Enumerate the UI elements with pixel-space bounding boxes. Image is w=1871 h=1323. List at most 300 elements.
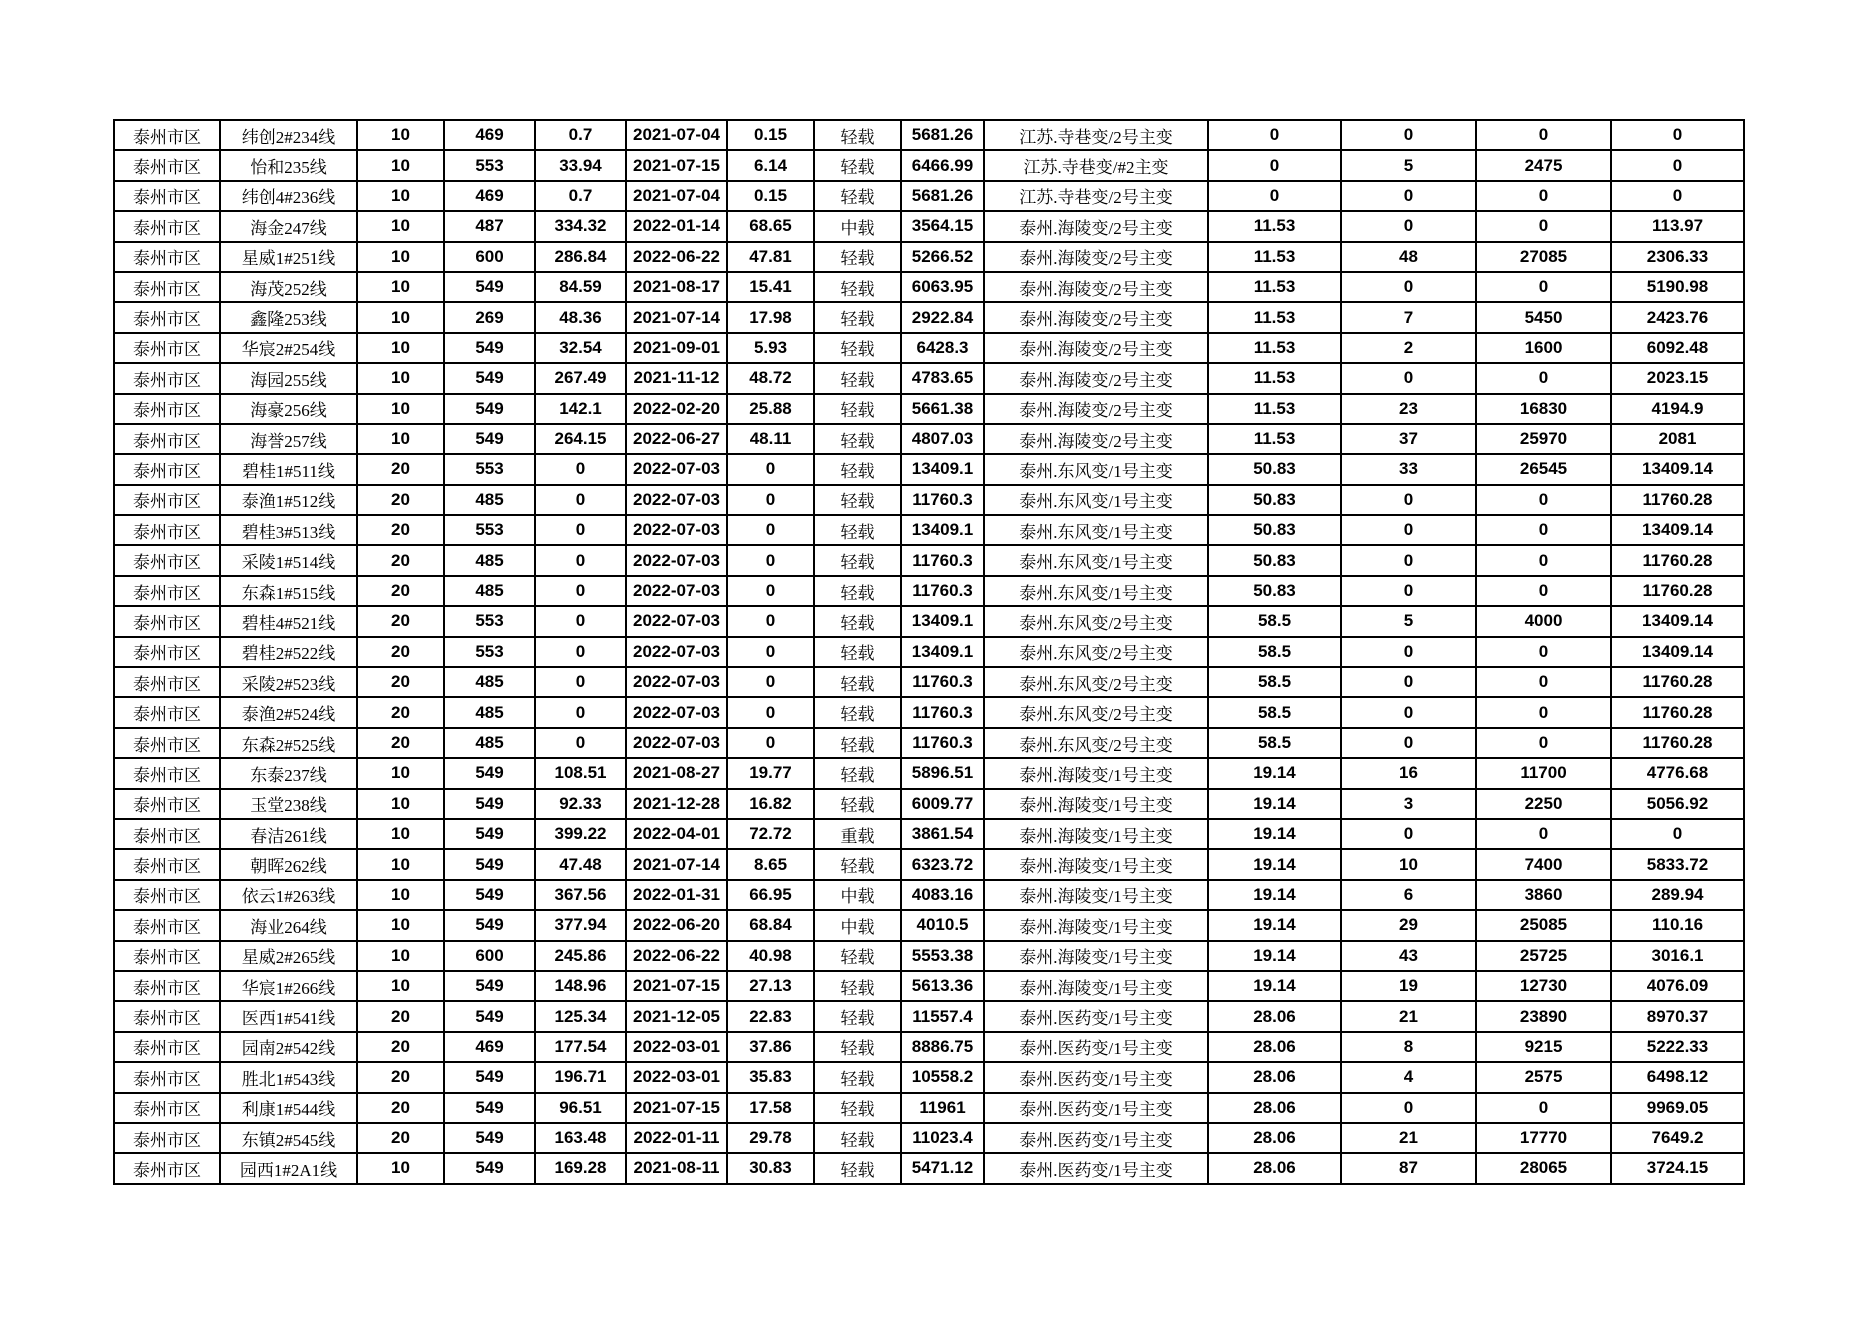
table-cell: 4776.68 (1611, 758, 1744, 788)
table-cell: 2022-07-03 (626, 454, 727, 484)
table-cell: 0 (535, 637, 626, 667)
table-cell: 0 (1476, 697, 1611, 727)
table-cell: 25.88 (727, 394, 814, 424)
table-cell: 江苏.寺巷变/2号主变 (984, 181, 1208, 211)
table-cell: 泰州市区 (114, 789, 220, 819)
table-cell: 0 (535, 667, 626, 697)
table-cell: 29.78 (727, 1123, 814, 1153)
table-cell: 泰州.东风变/2号主变 (984, 667, 1208, 697)
table-cell: 2021-07-04 (626, 120, 727, 150)
table-cell: 2021-11-12 (626, 363, 727, 393)
table-cell: 20 (357, 454, 444, 484)
table-cell: 47.48 (535, 849, 626, 879)
table-cell: 东森1#515线 (220, 576, 357, 606)
table-cell: 碧桂2#522线 (220, 637, 357, 667)
table-cell: 11760.28 (1611, 697, 1744, 727)
table-cell: 13409.14 (1611, 637, 1744, 667)
table-cell: 485 (444, 697, 535, 727)
table-cell: 0 (727, 454, 814, 484)
table-cell: 549 (444, 1001, 535, 1031)
table-cell: 549 (444, 333, 535, 363)
table-cell: 2021-12-28 (626, 789, 727, 819)
table-cell: 轻载 (814, 363, 901, 393)
table-cell: 37 (1341, 424, 1476, 454)
table-cell: 269 (444, 302, 535, 332)
table-cell: 10 (357, 941, 444, 971)
table-cell: 84.59 (535, 272, 626, 302)
table-cell: 泰州市区 (114, 394, 220, 424)
table-cell: 轻载 (814, 606, 901, 636)
table-cell: 春洁261线 (220, 819, 357, 849)
table-row (114, 394, 1744, 424)
table-cell: 163.48 (535, 1123, 626, 1153)
table-cell: 2021-07-15 (626, 150, 727, 180)
table-cell: 549 (444, 971, 535, 1001)
table-row (114, 485, 1744, 515)
table-cell: 0 (1476, 515, 1611, 545)
table-cell: 20 (357, 697, 444, 727)
table-cell: 0 (727, 576, 814, 606)
table-cell: 0 (1476, 819, 1611, 849)
table-cell: 园西1#2A1线 (220, 1153, 357, 1183)
table-cell: 96.51 (535, 1093, 626, 1123)
table-cell: 48.72 (727, 363, 814, 393)
table-cell: 13409.14 (1611, 454, 1744, 484)
table-cell: 5681.26 (901, 181, 984, 211)
table-cell: 5266.52 (901, 242, 984, 272)
table-cell: 海业264线 (220, 910, 357, 940)
table-cell: 2021-08-27 (626, 758, 727, 788)
table-cell: 星威2#265线 (220, 941, 357, 971)
table-cell: 10 (357, 758, 444, 788)
table-cell: 66.95 (727, 880, 814, 910)
table-cell: 3861.54 (901, 819, 984, 849)
table-cell: 5 (1341, 606, 1476, 636)
table-cell: 10 (357, 971, 444, 1001)
table-cell: 148.96 (535, 971, 626, 1001)
table-cell: 0.7 (535, 181, 626, 211)
table-cell: 7649.2 (1611, 1123, 1744, 1153)
table-cell: 泰州.东风变/2号主变 (984, 637, 1208, 667)
table-cell: 轻载 (814, 454, 901, 484)
table-cell: 泰州.东风变/1号主变 (984, 485, 1208, 515)
table-cell: 553 (444, 150, 535, 180)
table-cell: 11.53 (1208, 424, 1341, 454)
table-cell: 4 (1341, 1062, 1476, 1092)
table-cell: 0 (1476, 667, 1611, 697)
table-cell: 10 (357, 880, 444, 910)
table-cell: 泰州市区 (114, 1123, 220, 1153)
table-cell: 轻载 (814, 302, 901, 332)
table-cell: 5450 (1476, 302, 1611, 332)
table-cell: 28.06 (1208, 1001, 1341, 1031)
table-cell: 11.53 (1208, 333, 1341, 363)
table-cell: 10 (1341, 849, 1476, 879)
table-cell: 华宸2#254线 (220, 333, 357, 363)
table-cell: 334.32 (535, 211, 626, 241)
table-row (114, 272, 1744, 302)
table-cell: 轻载 (814, 637, 901, 667)
table-cell: 25970 (1476, 424, 1611, 454)
table-cell: 6092.48 (1611, 333, 1744, 363)
table-cell: 0.7 (535, 120, 626, 150)
table-cell: 35.83 (727, 1062, 814, 1092)
table-cell: 399.22 (535, 819, 626, 849)
table-cell: 纬创4#236线 (220, 181, 357, 211)
table-cell: 48.36 (535, 302, 626, 332)
table-cell: 6428.3 (901, 333, 984, 363)
table-cell: 0 (1611, 819, 1744, 849)
table-cell: 10 (357, 363, 444, 393)
table-cell: 0 (1476, 637, 1611, 667)
table-cell: 11760.28 (1611, 545, 1744, 575)
table-cell: 469 (444, 181, 535, 211)
table-cell: 江苏.寺巷变/#2主变 (984, 150, 1208, 180)
table-row (114, 333, 1744, 363)
table-cell: 11.53 (1208, 242, 1341, 272)
table-cell: 海豪256线 (220, 394, 357, 424)
table-cell: 泰州市区 (114, 424, 220, 454)
table-row (114, 819, 1744, 849)
table-cell: 20 (357, 545, 444, 575)
table-cell: 40.98 (727, 941, 814, 971)
table-cell: 11700 (1476, 758, 1611, 788)
table-cell: 3860 (1476, 880, 1611, 910)
table-cell: 4076.09 (1611, 971, 1744, 1001)
table-cell: 泰州市区 (114, 910, 220, 940)
table-cell: 玉堂238线 (220, 789, 357, 819)
table-cell: 177.54 (535, 1032, 626, 1062)
table-cell: 549 (444, 272, 535, 302)
table-cell: 0 (727, 485, 814, 515)
table-cell: 2021-08-17 (626, 272, 727, 302)
table-cell: 2022-03-01 (626, 1062, 727, 1092)
table-row (114, 211, 1744, 241)
table-cell: 11760.28 (1611, 576, 1744, 606)
table-cell: 园南2#542线 (220, 1032, 357, 1062)
table-cell: 轻载 (814, 515, 901, 545)
table-cell: 23 (1341, 394, 1476, 424)
table-cell: 2022-01-11 (626, 1123, 727, 1153)
table-row (114, 697, 1744, 727)
table-cell: 轻载 (814, 272, 901, 302)
table-cell: 13409.14 (1611, 606, 1744, 636)
table-cell: 0.15 (727, 120, 814, 150)
table-cell: 泰州市区 (114, 272, 220, 302)
table-cell: 0 (1341, 576, 1476, 606)
table-cell: 549 (444, 363, 535, 393)
table-cell: 轻载 (814, 667, 901, 697)
table-cell: 怡和235线 (220, 150, 357, 180)
table-cell: 轻载 (814, 971, 901, 1001)
table-cell: 江苏.寺巷变/2号主变 (984, 120, 1208, 150)
table-cell: 21 (1341, 1001, 1476, 1031)
table-cell: 2021-12-05 (626, 1001, 727, 1031)
table-body (114, 120, 1744, 1184)
table-cell: 19.14 (1208, 789, 1341, 819)
table-cell: 0 (1341, 697, 1476, 727)
table-cell: 中载 (814, 880, 901, 910)
table-cell: 0 (1341, 181, 1476, 211)
table-row (114, 120, 1744, 150)
table-cell: 37.86 (727, 1032, 814, 1062)
table-cell: 12730 (1476, 971, 1611, 1001)
table-cell: 泰州.海陵变/2号主变 (984, 394, 1208, 424)
table-cell: 泰州市区 (114, 363, 220, 393)
table-cell: 泰州市区 (114, 333, 220, 363)
table-cell: 33.94 (535, 150, 626, 180)
table-cell: 19.14 (1208, 941, 1341, 971)
table-cell: 泰州.海陵变/1号主变 (984, 849, 1208, 879)
table-cell: 6.14 (727, 150, 814, 180)
table-cell: 2022-06-22 (626, 242, 727, 272)
table-cell: 485 (444, 728, 535, 758)
table-cell: 5.93 (727, 333, 814, 363)
table-cell: 2022-07-03 (626, 515, 727, 545)
table-cell: 110.16 (1611, 910, 1744, 940)
table-cell: 3 (1341, 789, 1476, 819)
table-cell: 5 (1341, 150, 1476, 180)
table-cell: 549 (444, 758, 535, 788)
table-cell: 泰州市区 (114, 819, 220, 849)
table-cell: 11760.3 (901, 545, 984, 575)
table-cell: 0 (1476, 728, 1611, 758)
table-cell: 19.14 (1208, 971, 1341, 1001)
table-cell: 0 (1476, 211, 1611, 241)
table-row (114, 363, 1744, 393)
table-cell: 19.14 (1208, 849, 1341, 879)
table-cell: 东泰237线 (220, 758, 357, 788)
table-cell: 10 (357, 424, 444, 454)
table-cell: 轻载 (814, 697, 901, 727)
table-cell: 6 (1341, 880, 1476, 910)
table-row (114, 971, 1744, 1001)
table-cell: 泰州.海陵变/1号主变 (984, 819, 1208, 849)
table-row (114, 424, 1744, 454)
table-cell: 11023.4 (901, 1123, 984, 1153)
table-cell: 0 (535, 606, 626, 636)
table-cell: 中载 (814, 910, 901, 940)
table-cell: 11760.3 (901, 697, 984, 727)
table-cell: 20 (357, 1093, 444, 1123)
table-cell: 泰州.东风变/2号主变 (984, 728, 1208, 758)
table-cell: 142.1 (535, 394, 626, 424)
table-cell: 轻载 (814, 849, 901, 879)
table-row (114, 515, 1744, 545)
table-cell: 泰州.医药变/1号主变 (984, 1153, 1208, 1183)
table-cell: 轻载 (814, 150, 901, 180)
table-cell: 泰州.医药变/1号主变 (984, 1001, 1208, 1031)
table-row (114, 545, 1744, 575)
table-cell: 25725 (1476, 941, 1611, 971)
table-cell: 11760.3 (901, 485, 984, 515)
table-cell: 19.14 (1208, 819, 1341, 849)
table-cell: 海金247线 (220, 211, 357, 241)
table-cell: 泰州.海陵变/1号主变 (984, 971, 1208, 1001)
table-cell: 0 (727, 697, 814, 727)
table-cell: 5222.33 (1611, 1032, 1744, 1062)
table-cell: 重载 (814, 819, 901, 849)
table-cell: 0 (1208, 150, 1341, 180)
table-cell: 泰州.东风变/1号主变 (984, 545, 1208, 575)
table-cell: 2022-07-03 (626, 667, 727, 697)
table-row (114, 181, 1744, 211)
table-cell: 轻载 (814, 789, 901, 819)
table-cell: 10 (357, 272, 444, 302)
table-cell: 6323.72 (901, 849, 984, 879)
table-cell: 17770 (1476, 1123, 1611, 1153)
table-cell: 泰州市区 (114, 758, 220, 788)
table-cell: 13409.1 (901, 515, 984, 545)
table-cell: 泰州市区 (114, 728, 220, 758)
table-cell: 泰州.东风变/1号主变 (984, 515, 1208, 545)
table-cell: 21 (1341, 1123, 1476, 1153)
table-cell: 泰州市区 (114, 515, 220, 545)
table-cell: 泰州.海陵变/1号主变 (984, 910, 1208, 940)
table-cell: 32.54 (535, 333, 626, 363)
table-cell: 10 (357, 242, 444, 272)
table-cell: 2022-07-03 (626, 606, 727, 636)
table-cell: 5190.98 (1611, 272, 1744, 302)
table-cell: 泰州市区 (114, 150, 220, 180)
table-cell: 轻载 (814, 1093, 901, 1123)
table-cell: 泰州.海陵变/2号主变 (984, 211, 1208, 241)
table-cell: 泰州市区 (114, 485, 220, 515)
table-cell: 553 (444, 454, 535, 484)
table-cell: 58.5 (1208, 637, 1341, 667)
table-cell: 549 (444, 1062, 535, 1092)
table-cell: 泰渔1#512线 (220, 485, 357, 515)
table-cell: 8970.37 (1611, 1001, 1744, 1031)
table-cell: 27085 (1476, 242, 1611, 272)
table-cell: 0 (1341, 637, 1476, 667)
table-cell: 10 (357, 819, 444, 849)
table-row (114, 302, 1744, 332)
table-cell: 13409.14 (1611, 515, 1744, 545)
table-cell: 5056.92 (1611, 789, 1744, 819)
table-cell: 485 (444, 576, 535, 606)
table-cell: 113.97 (1611, 211, 1744, 241)
table-cell: 20 (357, 606, 444, 636)
table-cell: 10 (357, 849, 444, 879)
table-cell: 549 (444, 1123, 535, 1153)
table-cell: 2022-07-03 (626, 485, 727, 515)
table-cell: 58.5 (1208, 606, 1341, 636)
table-cell: 泰州.海陵变/1号主变 (984, 758, 1208, 788)
table-cell: 0 (727, 667, 814, 697)
table-cell: 20 (357, 576, 444, 606)
table-cell: 泰州.医药变/1号主变 (984, 1123, 1208, 1153)
table-cell: 2022-06-22 (626, 941, 727, 971)
table-cell: 0 (1476, 576, 1611, 606)
table-cell: 泰州.海陵变/1号主变 (984, 789, 1208, 819)
table-row (114, 728, 1744, 758)
table-cell: 2021-09-01 (626, 333, 727, 363)
table-cell: 2022-07-03 (626, 728, 727, 758)
table-cell: 0 (727, 545, 814, 575)
table-cell: 5661.38 (901, 394, 984, 424)
table-cell: 20 (357, 1062, 444, 1092)
table-cell: 鑫隆253线 (220, 302, 357, 332)
table-cell: 196.71 (535, 1062, 626, 1092)
table-cell: 50.83 (1208, 485, 1341, 515)
table-cell: 2081 (1611, 424, 1744, 454)
table-cell: 485 (444, 545, 535, 575)
table-cell: 0 (1476, 272, 1611, 302)
table-cell: 泰州市区 (114, 697, 220, 727)
table-cell: 碧桂3#513线 (220, 515, 357, 545)
table-cell: 2022-02-20 (626, 394, 727, 424)
table-cell: 50.83 (1208, 454, 1341, 484)
table-cell: 5833.72 (1611, 849, 1744, 879)
table-cell: 11760.3 (901, 728, 984, 758)
table-cell: 泰州市区 (114, 242, 220, 272)
table-row (114, 758, 1744, 788)
table-cell: 4010.5 (901, 910, 984, 940)
table-cell: 泰州市区 (114, 667, 220, 697)
table-cell: 10 (357, 789, 444, 819)
table-cell: 轻载 (814, 545, 901, 575)
table-cell: 15.41 (727, 272, 814, 302)
table-cell: 5681.26 (901, 120, 984, 150)
table-cell: 11557.4 (901, 1001, 984, 1031)
table-cell: 11760.28 (1611, 667, 1744, 697)
table-cell: 29 (1341, 910, 1476, 940)
table-cell: 487 (444, 211, 535, 241)
table-cell: 13409.1 (901, 454, 984, 484)
table-cell: 549 (444, 849, 535, 879)
table-cell: 2022-01-14 (626, 211, 727, 241)
table-cell: 朝晖262线 (220, 849, 357, 879)
table-cell: 0 (727, 728, 814, 758)
table-cell: 泰州市区 (114, 606, 220, 636)
table-cell: 泰州市区 (114, 454, 220, 484)
table-cell: 2021-07-15 (626, 971, 727, 1001)
table-cell: 2021-08-11 (626, 1153, 727, 1183)
table-cell: 11.53 (1208, 363, 1341, 393)
table-cell: 10 (357, 120, 444, 150)
table-cell: 50.83 (1208, 515, 1341, 545)
table-cell: 2021-07-14 (626, 302, 727, 332)
table-cell: 0 (535, 697, 626, 727)
table-cell: 0 (1476, 120, 1611, 150)
table-row (114, 1093, 1744, 1123)
table-cell: 0 (1341, 819, 1476, 849)
table-row (114, 242, 1744, 272)
table-cell: 28.06 (1208, 1062, 1341, 1092)
table-row (114, 576, 1744, 606)
table-row (114, 789, 1744, 819)
table-cell: 10 (357, 181, 444, 211)
table-cell: 0 (1611, 120, 1744, 150)
table-cell: 19.14 (1208, 880, 1341, 910)
table-row (114, 1123, 1744, 1153)
table-cell: 轻载 (814, 120, 901, 150)
table-cell: 泰州.海陵变/2号主变 (984, 242, 1208, 272)
table-cell: 泰州市区 (114, 120, 220, 150)
table-cell: 0 (1341, 545, 1476, 575)
table-cell: 0 (1341, 363, 1476, 393)
table-cell: 553 (444, 515, 535, 545)
table-cell: 13409.1 (901, 637, 984, 667)
table-cell: 0 (535, 515, 626, 545)
table-cell: 2022-07-03 (626, 637, 727, 667)
table-cell: 泰州市区 (114, 1001, 220, 1031)
table-cell: 11760.3 (901, 667, 984, 697)
table-cell: 泰州市区 (114, 941, 220, 971)
table-cell: 泰州市区 (114, 637, 220, 667)
table-cell: 5896.51 (901, 758, 984, 788)
